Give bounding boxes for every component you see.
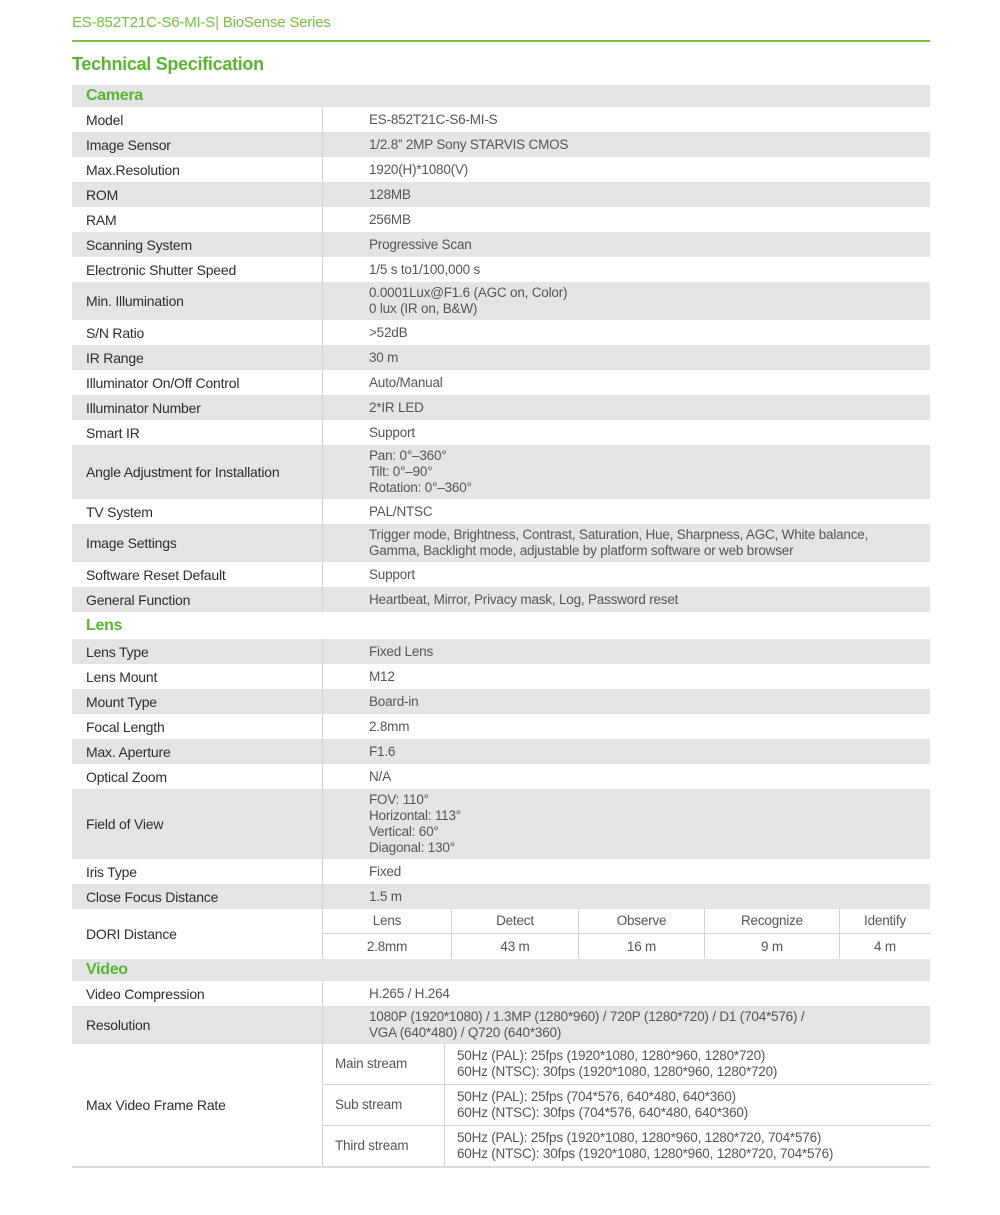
row-close-focus — [72, 884, 930, 909]
spec-label: Electronic Shutter Speed — [86, 261, 237, 278]
spec-value: H.265 / H.264 — [322, 981, 930, 1006]
value-line: FOV: 110° — [369, 792, 429, 807]
value-line: 60Hz (NTSC): 30fps (1920*1080, 1280*960, 1280*720) — [457, 1064, 778, 1079]
stream-desc — [444, 1044, 930, 1084]
value-line: Rotation: 0°–360° — [369, 480, 472, 495]
header-rule — [72, 40, 930, 42]
value-line: 50Hz (PAL): 25fps (1920*1080, 1280*960, 1280*720) — [457, 1048, 766, 1063]
spec-label: RAM — [86, 211, 117, 228]
spec-value — [322, 1006, 930, 1044]
spec-value — [322, 445, 930, 499]
value-line: 60Hz (NTSC): 30fps (1920*1080, 1280*960, 1280*720, 704*576) — [457, 1146, 834, 1161]
value-line: Vertical: 60° — [369, 824, 439, 839]
spec-value: 128MB — [322, 182, 930, 207]
spec-value: Board-in — [322, 689, 930, 714]
spec-label: Smart IR — [86, 424, 140, 441]
row-focal-length — [72, 714, 930, 739]
spec-label: IR Range — [86, 349, 144, 366]
row-ram — [72, 207, 930, 232]
dori-col-header: Identify — [839, 909, 930, 934]
stream-name: Third stream — [335, 1138, 409, 1153]
row-model — [72, 107, 930, 132]
spec-label: Model — [86, 111, 124, 128]
spec-value: 1.5 m — [322, 884, 930, 909]
spec-label: Field of View — [86, 816, 164, 832]
spec-label: Focal Length — [86, 718, 165, 735]
dori-value: 43 m — [451, 934, 578, 959]
spec-value: Progressive Scan — [322, 232, 930, 257]
row-max-video-frame-rate — [72, 1044, 930, 1166]
row-mount-type — [72, 689, 930, 714]
row-iris-type — [72, 859, 930, 884]
row-software-reset — [72, 562, 930, 587]
value-line: 50Hz (PAL): 25fps (1920*1080, 1280*960, 1280*720, 704*576) — [457, 1130, 822, 1145]
spec-label: ROM — [86, 186, 119, 203]
row-optical-zoom — [72, 764, 930, 789]
dori-col-header: Detect — [451, 909, 578, 934]
spec-value: Auto/Manual — [322, 370, 930, 395]
row-min-illumination — [72, 282, 930, 320]
value-line: Tilt: 0°–90° — [369, 464, 433, 479]
dori-value-row — [323, 934, 930, 959]
spec-value: 30 m — [322, 345, 930, 370]
spec-label: Software Reset Default — [86, 566, 226, 583]
spec-label: Close Focus Distance — [86, 888, 219, 905]
row-video-compression — [72, 981, 930, 1006]
row-illuminator-number — [72, 395, 930, 420]
spec-value: Support — [322, 562, 930, 587]
spec-label: Iris Type — [86, 863, 137, 880]
row-dori-distance — [72, 909, 930, 959]
row-illuminator-control — [72, 370, 930, 395]
spec-value: 2.8mm — [322, 714, 930, 739]
spec-value: Fixed — [322, 859, 930, 884]
frame-rate-subtable — [322, 1044, 930, 1166]
row-lens-type — [72, 639, 930, 664]
dori-col-header: Recognize — [704, 909, 839, 934]
stream-desc — [444, 1085, 930, 1125]
specification-table — [72, 85, 930, 1168]
dori-col-header: Observe — [578, 909, 704, 934]
stream-name: Sub stream — [335, 1097, 403, 1112]
document-header: ES-852T21C-S6-MI-S| BioSense Series — [72, 14, 331, 31]
spec-label: Max Video Frame Rate — [86, 1097, 226, 1113]
page-title: Technical Specification — [72, 54, 264, 74]
spec-label: General Function — [86, 591, 191, 608]
spec-label: Max. Aperture — [86, 743, 171, 760]
spec-label: Video Compression — [86, 985, 205, 1002]
spec-label: Image Settings — [86, 535, 177, 551]
row-ir-range — [72, 345, 930, 370]
section-heading-video: Video — [72, 959, 930, 981]
row-field-of-view — [72, 789, 930, 859]
row-rom — [72, 182, 930, 207]
dori-header-row — [323, 909, 930, 934]
value-line: 1080P (1920*1080) / 1.3MP (1280*960) / 720P (1280*720) / D1 (704*576) / — [369, 1009, 805, 1024]
row-tv-system — [72, 499, 930, 524]
spec-value: 1/5 s to1/100,000 s — [322, 257, 930, 282]
spec-label: DORI Distance — [86, 926, 177, 942]
spec-value — [322, 282, 930, 320]
value-line: 60Hz (NTSC): 30fps (704*576, 640*480, 640*360) — [457, 1105, 748, 1120]
row-image-sensor — [72, 132, 930, 157]
spec-label: Lens Mount — [86, 668, 158, 685]
spec-value: Fixed Lens — [322, 639, 930, 664]
spec-value: >52dB — [322, 320, 930, 345]
spec-value: Heartbeat, Mirror, Privacy mask, Log, Password reset — [322, 587, 930, 612]
section-heading-camera: Camera — [72, 85, 930, 107]
dori-value: 16 m — [578, 934, 704, 959]
stream-desc — [444, 1126, 930, 1166]
row-image-settings — [72, 524, 930, 562]
spec-label: Image Sensor — [86, 136, 171, 153]
row-angle-adjustment — [72, 445, 930, 499]
spec-value — [322, 789, 930, 859]
spec-value: 2*IR LED — [322, 395, 930, 420]
spec-value: 1920(H)*1080(V) — [322, 157, 930, 182]
value-line: VGA (640*480) / Q720 (640*360) — [369, 1025, 562, 1040]
row-max-aperture — [72, 739, 930, 764]
spec-label: Optical Zoom — [86, 768, 167, 785]
row-lens-mount — [72, 664, 930, 689]
spec-label: S/N Ratio — [86, 324, 145, 341]
stream-row-third — [323, 1125, 930, 1166]
row-max-resolution — [72, 157, 930, 182]
spec-value: Trigger mode, Brightness, Contrast, Saturation, Hue, Sharpness, AGC, White balance, Gamma, Backlight mode, adjustable by platform software or web browser — [322, 524, 930, 562]
row-smart-ir — [72, 420, 930, 445]
section-heading-lens: Lens — [72, 612, 930, 639]
spec-value: F1.6 — [322, 739, 930, 764]
spec-label: Scanning System — [86, 236, 192, 253]
spec-label: Resolution — [86, 1017, 151, 1033]
spec-value: PAL/NTSC — [322, 499, 930, 524]
spec-value: N/A — [322, 764, 930, 789]
dori-col-header: Lens — [323, 909, 451, 934]
spec-label: Min. Illumination — [86, 293, 184, 309]
value-line: Pan: 0°–360° — [369, 448, 447, 463]
row-electronic-shutter-speed — [72, 257, 930, 282]
value-line: 0.0001Lux@F1.6 (AGC on, Color) — [369, 285, 568, 300]
spec-value: ES-852T21C-S6-MI-S — [322, 107, 930, 132]
stream-row-main — [323, 1044, 930, 1084]
value-line: 50Hz (PAL): 25fps (704*576, 640*480, 640*360) — [457, 1089, 736, 1104]
value-line: Diagonal: 130° — [369, 840, 455, 855]
spec-value: M12 — [322, 664, 930, 689]
spec-label: Mount Type — [86, 693, 157, 710]
value-line: Horizontal: 113° — [369, 808, 461, 823]
dori-value: 2.8mm — [366, 938, 408, 954]
spec-value: 256MB — [322, 207, 930, 232]
spec-label: TV System — [86, 503, 153, 520]
value-line: 0 lux (IR on, B&W) — [369, 301, 478, 316]
dori-value: 9 m — [704, 934, 839, 959]
stream-name: Main stream — [335, 1056, 408, 1071]
spec-label: Max.Resolution — [86, 161, 180, 178]
row-resolution — [72, 1006, 930, 1044]
dori-value: 4 m — [839, 934, 930, 959]
spec-label: Illuminator Number — [86, 399, 201, 416]
row-sn-ratio — [72, 320, 930, 345]
spec-label: Angle Adjustment for Installation — [86, 464, 280, 480]
spec-value: Support — [322, 420, 930, 445]
dori-subtable — [322, 909, 930, 959]
row-scanning-system — [72, 232, 930, 257]
spec-label: Illuminator On/Off Control — [86, 374, 240, 391]
spec-value: 1/2.8” 2MP Sony STARVIS CMOS — [322, 132, 930, 157]
row-general-function — [72, 587, 930, 612]
stream-row-sub — [323, 1084, 930, 1125]
spec-label: Lens Type — [86, 643, 149, 660]
